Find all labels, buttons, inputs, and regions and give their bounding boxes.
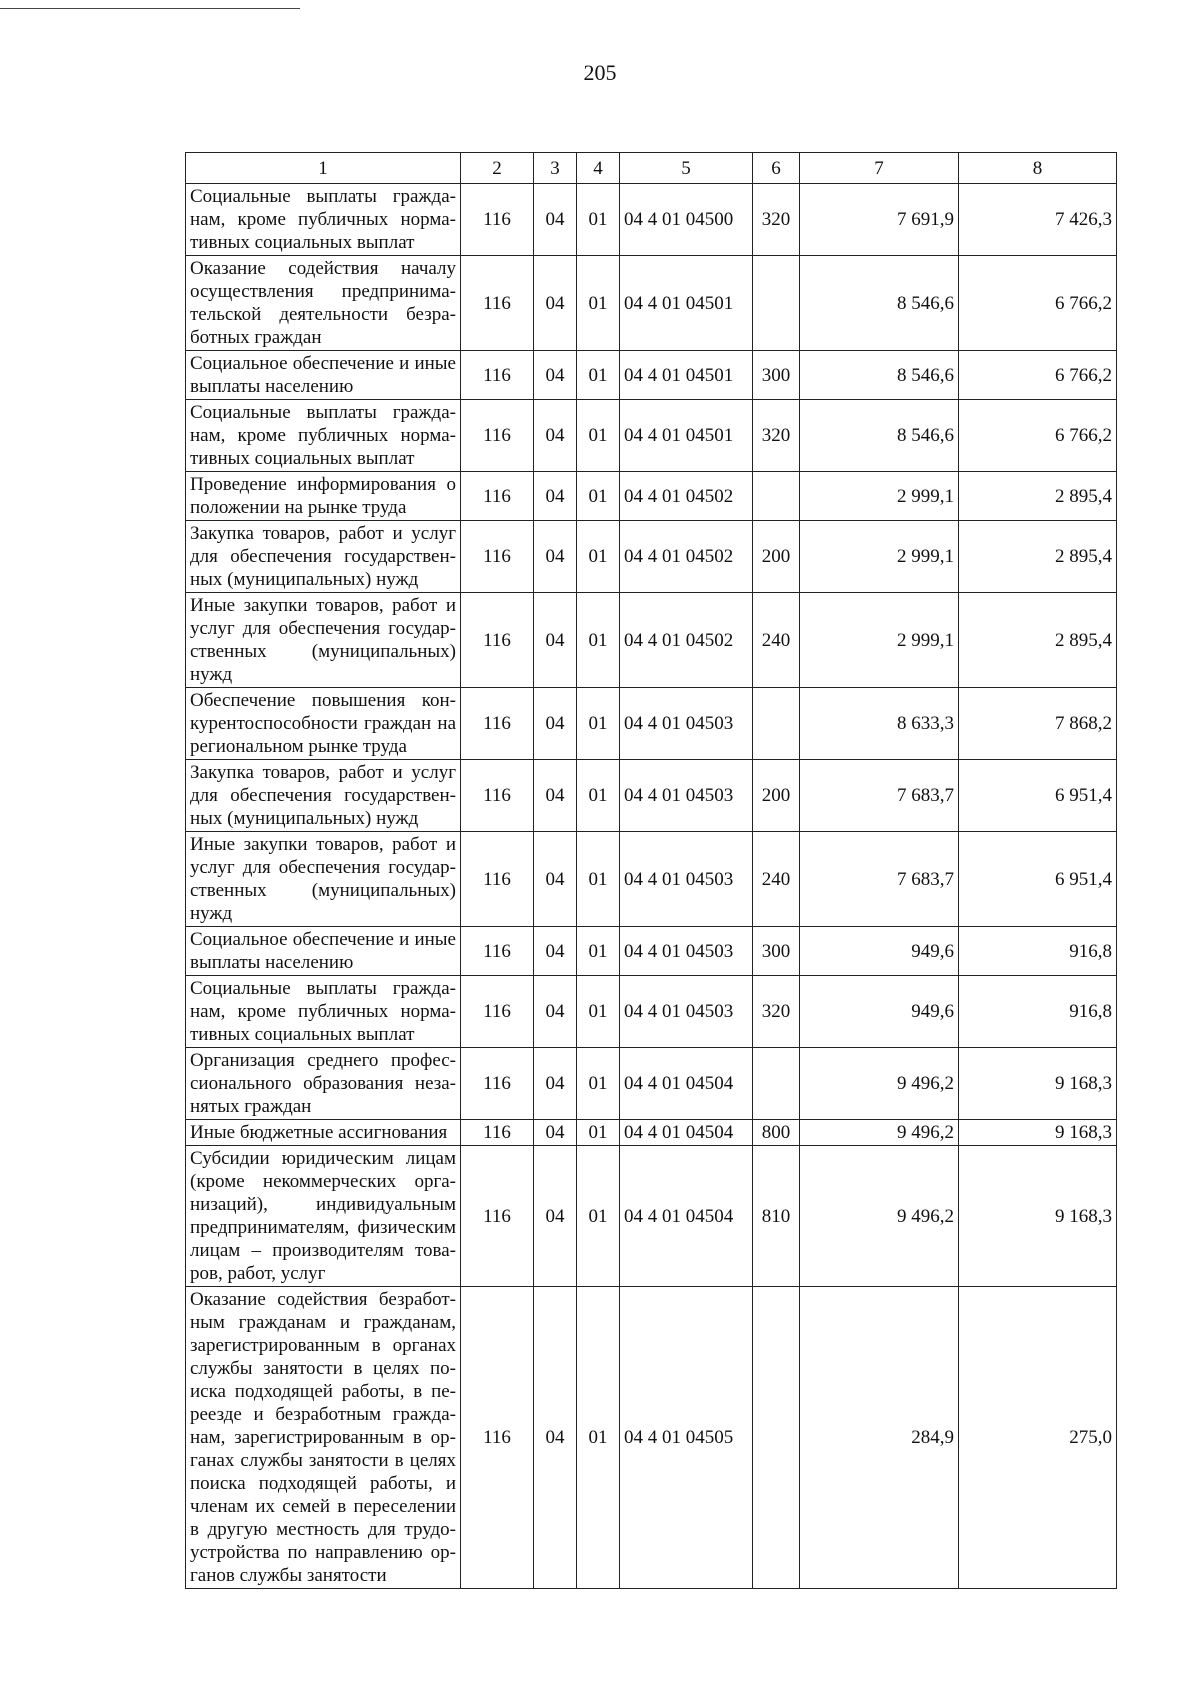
subsection-code-cell: 01 — [577, 760, 620, 832]
table-row — [186, 184, 1117, 256]
table-row — [186, 1120, 1117, 1146]
ministry-code-cell: 116 — [461, 593, 534, 688]
amount-col7-cell: 2 999,1 — [800, 521, 959, 593]
table-row — [186, 1287, 1117, 1589]
subsection-code-cell: 01 — [577, 1146, 620, 1287]
target-article-cell: 04 4 01 04503 — [620, 832, 753, 927]
table-row — [186, 927, 1117, 976]
amount-col7-cell: 9 496,2 — [800, 1120, 959, 1146]
expense-name-cell: Обеспечение повышения кон-курентоспособности граждан на региональном рынке труда — [186, 688, 461, 760]
ministry-code-cell: 116 — [461, 184, 534, 256]
amount-col7-cell: 8 546,6 — [800, 351, 959, 400]
table-row — [186, 400, 1117, 472]
table-row — [186, 351, 1117, 400]
amount-col8-cell: 2 895,4 — [959, 472, 1117, 521]
target-article-cell: 04 4 01 04500 — [620, 184, 753, 256]
amount-col7-cell: 8 633,3 — [800, 688, 959, 760]
ministry-code-cell: 116 — [461, 976, 534, 1048]
ministry-code-cell: 116 — [461, 1287, 534, 1589]
target-article-cell: 04 4 01 04503 — [620, 976, 753, 1048]
expense-name-cell: Социальное обеспечение и иные выплаты населению — [186, 927, 461, 976]
expense-type-cell: 800 — [753, 1120, 800, 1146]
table-row — [186, 1048, 1117, 1120]
section-code-cell: 04 — [534, 927, 577, 976]
amount-col8-cell: 6 766,2 — [959, 400, 1117, 472]
amount-col8-cell: 9 168,3 — [959, 1146, 1117, 1287]
amount-col7-cell: 2 999,1 — [800, 472, 959, 521]
amount-col8-cell: 7 868,2 — [959, 688, 1117, 760]
target-article-cell: 04 4 01 04504 — [620, 1120, 753, 1146]
amount-col8-cell: 6 766,2 — [959, 256, 1117, 351]
ministry-code-cell: 116 — [461, 1048, 534, 1120]
ministry-code-cell: 116 — [461, 400, 534, 472]
ministry-code-cell: 116 — [461, 832, 534, 927]
expense-name-cell: Социальные выплаты гражда-нам, кроме публичных норма-тивных социальных выплат — [186, 976, 461, 1048]
target-article-cell: 04 4 01 04504 — [620, 1048, 753, 1120]
amount-col8-cell: 2 895,4 — [959, 521, 1117, 593]
section-code-cell: 04 — [534, 1287, 577, 1589]
expense-name-cell: Социальное обеспечение и иные выплаты населению — [186, 351, 461, 400]
expense-type-cell: 320 — [753, 976, 800, 1048]
subsection-code-cell: 01 — [577, 256, 620, 351]
amount-col7-cell: 949,6 — [800, 976, 959, 1048]
table-row — [186, 976, 1117, 1048]
section-code-cell: 04 — [534, 521, 577, 593]
subsection-code-cell: 01 — [577, 1120, 620, 1146]
header-row — [186, 153, 1117, 184]
section-code-cell: 04 — [534, 184, 577, 256]
amount-col8-cell: 275,0 — [959, 1287, 1117, 1589]
expense-type-cell — [753, 688, 800, 760]
amount-col7-cell: 8 546,6 — [800, 256, 959, 351]
amount-col7-cell: 9 496,2 — [800, 1048, 959, 1120]
expense-type-cell: 200 — [753, 760, 800, 832]
table-row — [186, 688, 1117, 760]
amount-col7-cell: 9 496,2 — [800, 1146, 959, 1287]
expense-type-cell: 320 — [753, 400, 800, 472]
section-code-cell: 04 — [534, 1146, 577, 1287]
expense-name-cell: Иные закупки товаров, работ и услуг для обеспечения государ-ственных (муниципальных) нужд — [186, 593, 461, 688]
target-article-cell: 04 4 01 04502 — [620, 472, 753, 521]
ministry-code-cell: 116 — [461, 256, 534, 351]
target-article-cell: 04 4 01 04501 — [620, 400, 753, 472]
ministry-code-cell: 116 — [461, 351, 534, 400]
amount-col8-cell: 6 951,4 — [959, 832, 1117, 927]
column-header: 5 — [620, 153, 753, 184]
subsection-code-cell: 01 — [577, 832, 620, 927]
subsection-code-cell: 01 — [577, 688, 620, 760]
amount-col7-cell: 284,9 — [800, 1287, 959, 1589]
column-header: 4 — [577, 153, 620, 184]
target-article-cell: 04 4 01 04502 — [620, 521, 753, 593]
column-header: 7 — [800, 153, 959, 184]
expense-type-cell: 300 — [753, 927, 800, 976]
section-code-cell: 04 — [534, 351, 577, 400]
ministry-code-cell: 116 — [461, 1120, 534, 1146]
subsection-code-cell: 01 — [577, 927, 620, 976]
ministry-code-cell: 116 — [461, 472, 534, 521]
column-header: 3 — [534, 153, 577, 184]
section-code-cell: 04 — [534, 976, 577, 1048]
amount-col8-cell: 9 168,3 — [959, 1120, 1117, 1146]
expense-name-cell: Социальные выплаты гражда-нам, кроме публичных норма-тивных социальных выплат — [186, 184, 461, 256]
section-code-cell: 04 — [534, 400, 577, 472]
section-code-cell: 04 — [534, 760, 577, 832]
target-article-cell: 04 4 01 04505 — [620, 1287, 753, 1589]
table-body — [186, 184, 1117, 1589]
subsection-code-cell: 01 — [577, 593, 620, 688]
column-header: 2 — [461, 153, 534, 184]
table-row — [186, 832, 1117, 927]
target-article-cell: 04 4 01 04501 — [620, 351, 753, 400]
ministry-code-cell: 116 — [461, 760, 534, 832]
table-row — [186, 256, 1117, 351]
ministry-code-cell: 116 — [461, 521, 534, 593]
amount-col8-cell: 9 168,3 — [959, 1048, 1117, 1120]
amount-col7-cell: 7 683,7 — [800, 832, 959, 927]
amount-col7-cell: 7 691,9 — [800, 184, 959, 256]
target-article-cell: 04 4 01 04502 — [620, 593, 753, 688]
ministry-code-cell: 116 — [461, 927, 534, 976]
ministry-code-cell: 116 — [461, 1146, 534, 1287]
expense-name-cell: Иные закупки товаров, работ и услуг для обеспечения государ-ственных (муниципальных) нужд — [186, 832, 461, 927]
section-code-cell: 04 — [534, 1048, 577, 1120]
expense-type-cell — [753, 256, 800, 351]
expense-name-cell: Субсидии юридическим лицам (кроме некоммерческих орга-низаций), индивидуальным предпринимателям, физическим лицам – производителям това-ров, работ, услуг — [186, 1146, 461, 1287]
target-article-cell: 04 4 01 04503 — [620, 760, 753, 832]
expense-type-cell: 300 — [753, 351, 800, 400]
page-number: 205 — [583, 60, 617, 85]
expense-name-cell: Оказание содействия началу осуществления предпринима-тельской деятельности безра-ботных граждан — [186, 256, 461, 351]
subsection-code-cell: 01 — [577, 184, 620, 256]
table-row — [186, 593, 1117, 688]
expense-type-cell: 240 — [753, 593, 800, 688]
section-code-cell: 04 — [534, 832, 577, 927]
ministry-code-cell: 116 — [461, 688, 534, 760]
subsection-code-cell: 01 — [577, 1287, 620, 1589]
expense-name-cell: Социальные выплаты гражда-нам, кроме публичных норма-тивных социальных выплат — [186, 400, 461, 472]
scan-top-rule — [0, 8, 300, 9]
amount-col8-cell: 916,8 — [959, 927, 1117, 976]
section-code-cell: 04 — [534, 472, 577, 521]
amount-col7-cell: 2 999,1 — [800, 593, 959, 688]
column-header: 8 — [959, 153, 1117, 184]
expense-name-cell: Закупка товаров, работ и услуг для обеспечения государствен-ных (муниципальных) нужд — [186, 521, 461, 593]
expense-type-cell — [753, 472, 800, 521]
table-row — [186, 521, 1117, 593]
target-article-cell: 04 4 01 04501 — [620, 256, 753, 351]
amount-col8-cell: 6 951,4 — [959, 760, 1117, 832]
section-code-cell: 04 — [534, 1120, 577, 1146]
amount-col7-cell: 8 546,6 — [800, 400, 959, 472]
subsection-code-cell: 01 — [577, 400, 620, 472]
amount-col8-cell: 2 895,4 — [959, 593, 1117, 688]
subsection-code-cell: 01 — [577, 351, 620, 400]
subsection-code-cell: 01 — [577, 521, 620, 593]
expense-type-cell: 810 — [753, 1146, 800, 1287]
section-code-cell: 04 — [534, 593, 577, 688]
expense-name-cell: Оказание содействия безработ-ным гражданам и гражданам, зарегистрированным в органах службы занятости в целях по-иска подходящей работы, в пе-реезде и безработным гражда-нам, зарегистрированным в ор-ганах службы занятости в целях поиска подходящей работы, и членам их семей в переселении в другую местность для трудо-устройства по направлению ор-ганов службы занятости — [186, 1287, 461, 1589]
expense-name-cell: Закупка товаров, работ и услуг для обеспечения государствен-ных (муниципальных) нужд — [186, 760, 461, 832]
subsection-code-cell: 01 — [577, 1048, 620, 1120]
table-row — [186, 1146, 1117, 1287]
subsection-code-cell: 01 — [577, 976, 620, 1048]
table-row — [186, 760, 1117, 832]
table-row — [186, 472, 1117, 521]
column-header: 6 — [753, 153, 800, 184]
section-code-cell: 04 — [534, 688, 577, 760]
expense-type-cell: 320 — [753, 184, 800, 256]
expense-name-cell: Проведение информирования о положении на рынке труда — [186, 472, 461, 521]
expense-name-cell: Организация среднего профес-сионального образования неза-нятых граждан — [186, 1048, 461, 1120]
budget-table — [185, 152, 1117, 1589]
section-code-cell: 04 — [534, 256, 577, 351]
target-article-cell: 04 4 01 04503 — [620, 688, 753, 760]
amount-col7-cell: 949,6 — [800, 927, 959, 976]
expense-type-cell — [753, 1287, 800, 1589]
expense-type-cell: 200 — [753, 521, 800, 593]
amount-col8-cell: 7 426,3 — [959, 184, 1117, 256]
target-article-cell: 04 4 01 04504 — [620, 1146, 753, 1287]
expense-type-cell: 240 — [753, 832, 800, 927]
target-article-cell: 04 4 01 04503 — [620, 927, 753, 976]
amount-col8-cell: 916,8 — [959, 976, 1117, 1048]
expense-name-cell: Иные бюджетные ассигнования — [186, 1120, 461, 1146]
amount-col8-cell: 6 766,2 — [959, 351, 1117, 400]
expense-type-cell — [753, 1048, 800, 1120]
subsection-code-cell: 01 — [577, 472, 620, 521]
column-header: 1 — [186, 153, 461, 184]
amount-col7-cell: 7 683,7 — [800, 760, 959, 832]
